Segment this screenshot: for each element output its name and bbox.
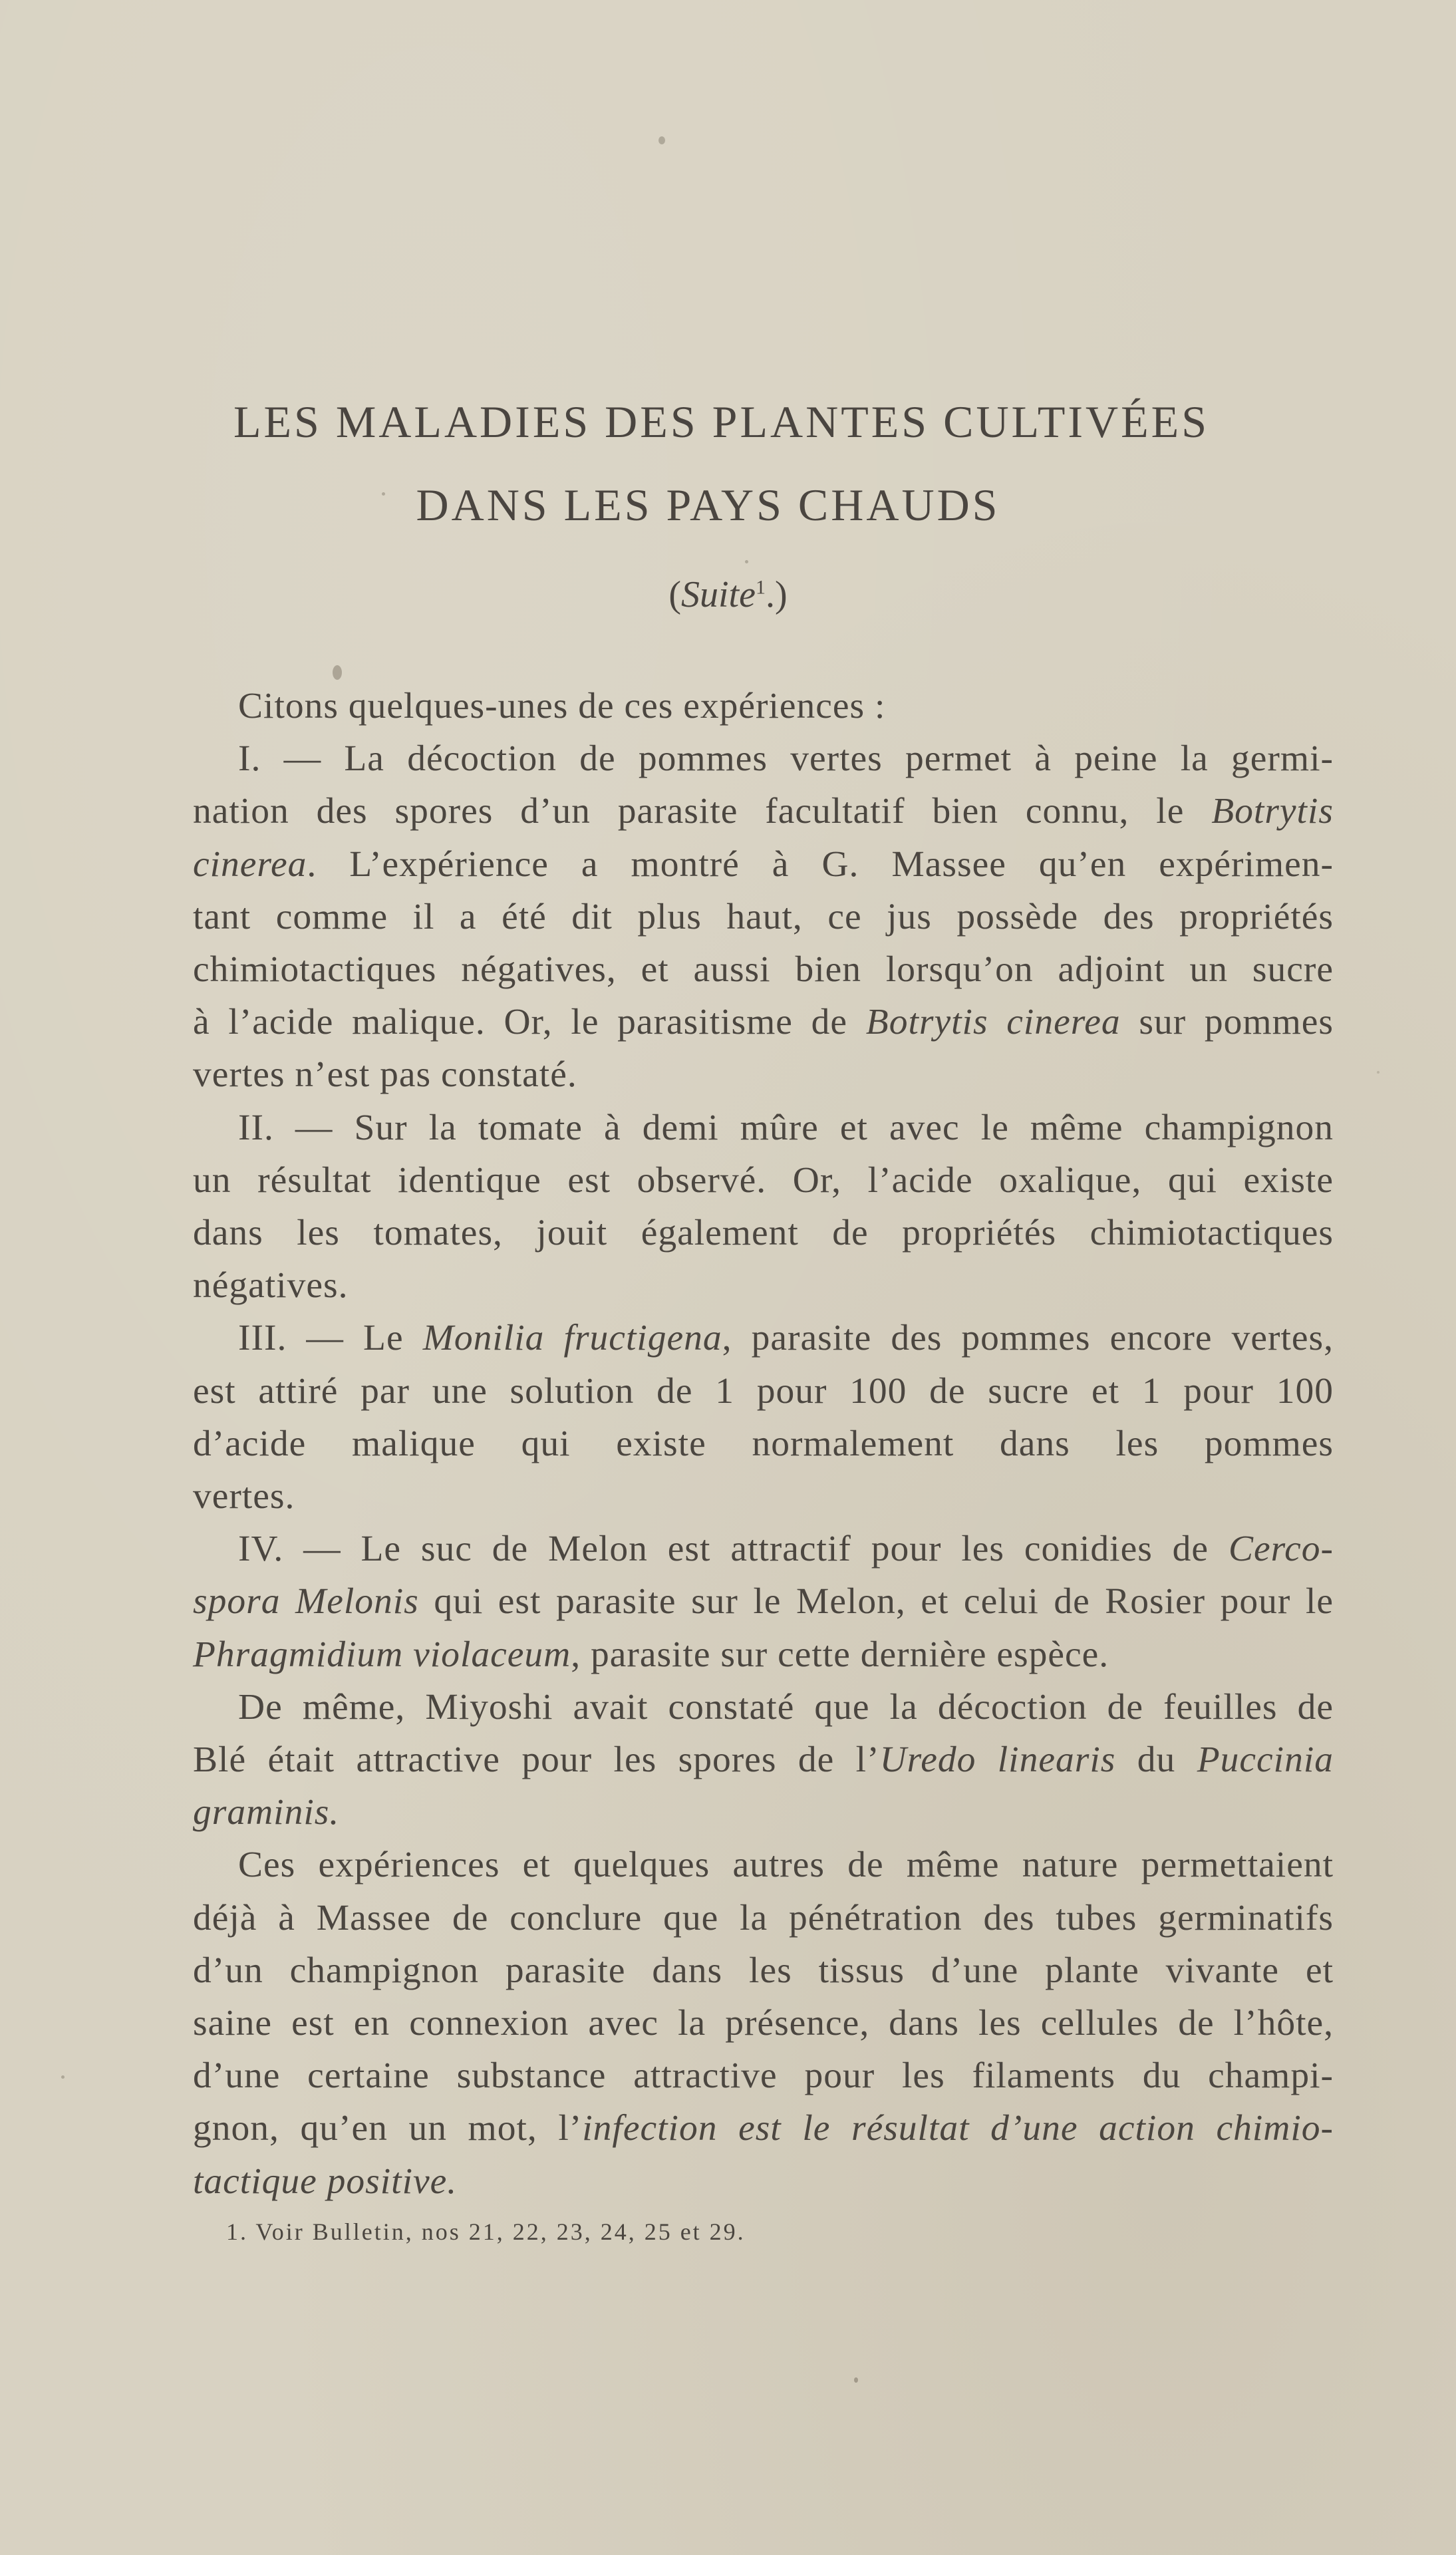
paper-speck [333, 665, 342, 680]
text-line: graminis. [193, 1792, 340, 1833]
text-run: IV. — Le suc de Melon est attractif pour les conidies de [238, 1529, 1229, 1570]
species-name: Cerco- [1228, 1529, 1334, 1570]
species-name: Phragmidium violaceum [193, 1634, 571, 1675]
footnote: 1. Voir Bulletin, nos 21, 22, 23, 24, 25 et 29. [226, 2218, 746, 2245]
paper-speck [745, 560, 748, 563]
intro-line: Citons quelques-unes de ces expériences : [238, 686, 886, 726]
text-line [193, 1628, 1334, 1681]
suite-word: Suite [681, 574, 756, 615]
text-line [193, 1312, 1334, 1364]
text-line: d’une certaine substance attractive pour les filaments du champi- [193, 2055, 1334, 2097]
paper-speck [854, 2377, 858, 2383]
text-line [193, 785, 1334, 837]
text-line: De même, Miyoshi avait constaté que la décoction de feuilles de [238, 1686, 1334, 1728]
text-run: à l’acide malique. Or, le parasitisme de [193, 1002, 866, 1043]
species-name: Botrytis cinerea [865, 1002, 1121, 1043]
text-line: dans les tomates, jouit également de propriétés chimiotactiques [193, 1213, 1334, 1254]
emphasis-run: infection est le résultat d’une action chimio- [582, 2108, 1334, 2149]
text-run: , parasite sur cette dernière espèce. [571, 1634, 1109, 1675]
species-name: spora Melonis [193, 1581, 419, 1622]
species-name: Monilia fructigena [422, 1318, 722, 1359]
text-line [193, 1733, 1334, 1786]
text-line: vertes n’est pas constaté. [193, 1054, 577, 1096]
text-run: sur pommes [1120, 1002, 1334, 1043]
footnote-ref: 1 [755, 576, 766, 599]
text-line: I. — La décoction de pommes vertes permet à peine la germi- [238, 738, 1334, 780]
paper-speck [1377, 1071, 1380, 1074]
text-run: III. — Le [238, 1318, 423, 1359]
text-line: déjà à Massee de conclure que la pénétration des tubes germinatifs [193, 1897, 1334, 1938]
species-name: Uredo linearis [879, 1739, 1116, 1781]
text-line [193, 996, 1334, 1048]
text-run: . L’expérience a montré à G. Massee qu’en expérimen- [307, 843, 1334, 885]
text-line: est attiré par une solution de 1 pour 100 de sucre et 1 pour 100 [193, 1370, 1334, 1412]
text-line: d’un champignon parasite dans les tissus d’une plante vivante et [193, 1950, 1334, 1991]
suite-marker: (Suite$^1$.) [668, 574, 788, 615]
text-line: d’acide malique qui existe normalement dans les pommes [193, 1423, 1334, 1464]
text-line [193, 1523, 1334, 1575]
text-line: tactique positive. [193, 2161, 458, 2202]
text-line: un résultat identique est observé. Or, l’acide oxalique, qui existe [193, 1159, 1334, 1201]
text-run: , parasite des pommes encore vertes, [722, 1318, 1334, 1359]
species-name: Puccinia [1197, 1739, 1334, 1781]
species-name: Botrytis [1211, 791, 1334, 832]
text-line [193, 838, 1334, 891]
page-title-line-1: LES MALADIES DES PLANTES CULTIVÉES [233, 396, 1210, 447]
text-line: négatives. [193, 1265, 349, 1306]
text-line [193, 1575, 1334, 1628]
text-run: du [1115, 1739, 1197, 1781]
paper-speck [61, 2075, 65, 2079]
text-line: Ces expériences et quelques autres de même nature permettaient [238, 1845, 1334, 1886]
text-line: II. — Sur la tomate à demi mûre et avec le même champignon [238, 1107, 1334, 1148]
text-run: Blé était attractive pour les spores de l’ [193, 1739, 880, 1781]
text-run: qui est parasite sur le Melon, et celui de Rosier pour le [418, 1581, 1334, 1622]
text-line: tant comme il a été dit plus haut, ce jus possède des propriétés [193, 896, 1334, 937]
text-line: chimiotactiques négatives, et aussi bien lorsqu’on adjoint un sucre [193, 949, 1334, 990]
text-line [193, 2102, 1334, 2155]
article-body [193, 680, 1334, 2208]
text-line: vertes. [193, 1476, 295, 1517]
paper-speck [658, 136, 665, 144]
text-run: nation des spores d’un parasite facultatif bien connu, le [193, 791, 1212, 832]
text-run: gnon, qu’en un mot, l’ [193, 2108, 583, 2149]
page-title-line-2: DANS LES PAYS CHAUDS [416, 480, 1000, 530]
text-line: saine est en connexion avec la présence, dans les cellules de l’hôte, [193, 2003, 1334, 2044]
species-name: cinerea [193, 843, 307, 885]
